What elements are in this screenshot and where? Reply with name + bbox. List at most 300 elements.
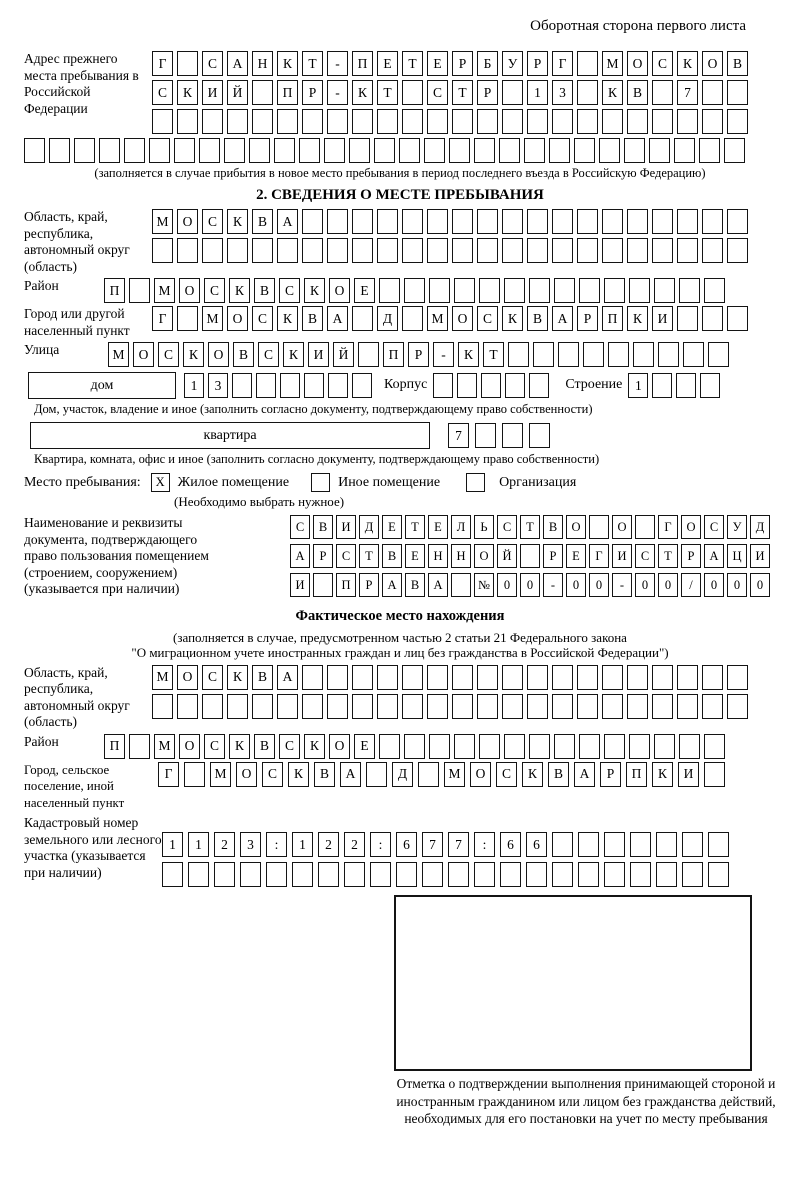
char-box xyxy=(377,238,398,263)
char-box xyxy=(424,138,445,163)
char-box xyxy=(578,862,599,887)
char-box xyxy=(658,342,679,367)
char-box xyxy=(579,734,600,759)
char-box xyxy=(452,209,473,234)
char-box: И xyxy=(308,342,329,367)
char-box: С xyxy=(204,278,225,303)
char-box xyxy=(627,694,648,719)
char-box: О xyxy=(177,209,198,234)
option-label-residential: Жилое помещение xyxy=(177,475,290,490)
actual-district-block xyxy=(24,734,776,759)
char-box xyxy=(635,515,655,539)
char-box-row xyxy=(108,342,729,367)
char-box: С xyxy=(204,734,225,759)
char-box: С xyxy=(258,342,279,367)
house-name-box: дом xyxy=(28,372,176,399)
char-box xyxy=(404,278,425,303)
char-box xyxy=(177,51,198,76)
char-box: Д xyxy=(392,762,413,787)
char-box xyxy=(654,278,675,303)
char-box xyxy=(604,278,625,303)
char-box xyxy=(452,238,473,263)
char-box xyxy=(676,373,696,398)
char-box: В xyxy=(543,515,563,539)
char-box xyxy=(129,734,150,759)
char-box: В xyxy=(727,51,748,76)
char-box xyxy=(724,138,745,163)
char-box: В xyxy=(233,342,254,367)
char-box xyxy=(324,138,345,163)
char-box xyxy=(479,278,500,303)
char-box: Г xyxy=(152,306,173,331)
char-box xyxy=(427,238,448,263)
char-box xyxy=(474,138,495,163)
char-box xyxy=(554,278,575,303)
char-box: Е xyxy=(566,544,586,568)
char-box-row xyxy=(433,373,549,398)
char-box: Р xyxy=(452,51,473,76)
char-box: С xyxy=(652,51,673,76)
char-box: Д xyxy=(377,306,398,331)
char-box: Й xyxy=(333,342,354,367)
char-box xyxy=(429,278,450,303)
city-label: Город или другой населенный пункт xyxy=(24,306,130,338)
char-box: А xyxy=(290,544,310,568)
char-box xyxy=(418,762,439,787)
char-box-row xyxy=(152,51,748,76)
char-box: М xyxy=(152,665,173,690)
char-box xyxy=(702,694,723,719)
char-box xyxy=(129,278,150,303)
char-box: У xyxy=(727,515,747,539)
char-box: С xyxy=(496,762,517,787)
char-box: - xyxy=(433,342,454,367)
char-box: П xyxy=(626,762,647,787)
char-box: Е xyxy=(377,51,398,76)
char-box xyxy=(683,342,704,367)
document-block xyxy=(24,515,776,598)
char-box xyxy=(602,109,623,134)
char-box xyxy=(552,694,573,719)
char-box xyxy=(74,138,95,163)
char-box xyxy=(574,138,595,163)
char-box xyxy=(377,694,398,719)
char-box xyxy=(292,862,313,887)
char-box xyxy=(449,138,470,163)
char-box: Н xyxy=(451,544,471,568)
char-box: 6 xyxy=(500,832,521,857)
char-box xyxy=(377,109,398,134)
char-box xyxy=(549,138,570,163)
char-box xyxy=(214,862,235,887)
char-box xyxy=(504,734,525,759)
stroenie-label: Строение xyxy=(565,377,623,393)
char-box: Е xyxy=(405,544,425,568)
char-box: К xyxy=(602,80,623,105)
char-box: В xyxy=(252,665,273,690)
char-box xyxy=(479,734,500,759)
char-box xyxy=(99,138,120,163)
char-box xyxy=(552,832,573,857)
char-box: И xyxy=(678,762,699,787)
char-box: М xyxy=(602,51,623,76)
char-box: Т xyxy=(658,544,678,568)
char-box: О xyxy=(566,515,586,539)
char-box: В xyxy=(313,515,333,539)
house-block xyxy=(24,372,776,399)
checkbox-other-premises xyxy=(311,473,330,492)
char-box xyxy=(527,665,548,690)
char-box xyxy=(366,762,387,787)
char-box: С xyxy=(202,209,223,234)
char-box xyxy=(427,109,448,134)
option-label-organization: Организация xyxy=(499,475,577,490)
char-box xyxy=(679,278,700,303)
char-box xyxy=(152,109,173,134)
char-box xyxy=(149,138,170,163)
char-box xyxy=(352,694,373,719)
char-box: С xyxy=(704,515,724,539)
char-box xyxy=(252,694,273,719)
char-box xyxy=(704,762,725,787)
char-box xyxy=(727,694,748,719)
char-box xyxy=(477,109,498,134)
char-box xyxy=(578,832,599,857)
char-box: В xyxy=(302,306,323,331)
char-box: - xyxy=(327,51,348,76)
char-box xyxy=(402,665,423,690)
char-box: Т xyxy=(359,544,379,568)
char-box: О xyxy=(612,515,632,539)
char-box xyxy=(502,665,523,690)
char-box: - xyxy=(327,80,348,105)
char-box: Л xyxy=(451,515,471,539)
char-box: К xyxy=(227,665,248,690)
char-box: 1 xyxy=(292,832,313,857)
char-box: Т xyxy=(405,515,425,539)
char-box: К xyxy=(277,306,298,331)
stay-type-note: (Необходимо выбрать нужное) xyxy=(174,494,345,509)
char-box: К xyxy=(227,209,248,234)
char-box: С xyxy=(202,665,223,690)
char-box: Г xyxy=(158,762,179,787)
char-box xyxy=(524,138,545,163)
char-box xyxy=(277,238,298,263)
char-box: О xyxy=(227,306,248,331)
char-box xyxy=(477,238,498,263)
char-box: В xyxy=(254,734,275,759)
option-label-other-premises: Иное помещение xyxy=(338,475,441,490)
char-box xyxy=(508,342,529,367)
char-box: П xyxy=(277,80,298,105)
char-box: Е xyxy=(382,515,402,539)
district-label: Район xyxy=(24,278,59,293)
char-box: Е xyxy=(428,515,448,539)
char-box xyxy=(677,306,698,331)
char-box xyxy=(702,109,723,134)
char-box xyxy=(529,734,550,759)
char-box: О xyxy=(177,665,198,690)
char-box xyxy=(702,80,723,105)
checkbox-organization xyxy=(466,473,485,492)
char-box xyxy=(504,278,525,303)
char-box xyxy=(433,373,453,398)
char-box xyxy=(552,238,573,263)
char-box: К xyxy=(352,80,373,105)
char-box xyxy=(677,694,698,719)
char-box: Р xyxy=(313,544,333,568)
char-box: К xyxy=(652,762,673,787)
char-box xyxy=(327,238,348,263)
char-box xyxy=(652,694,673,719)
char-box xyxy=(202,238,223,263)
char-box xyxy=(302,209,323,234)
char-box xyxy=(252,80,273,105)
char-box: : xyxy=(474,832,495,857)
char-box: 3 xyxy=(552,80,573,105)
char-box xyxy=(202,694,223,719)
char-box xyxy=(402,238,423,263)
apartment-block xyxy=(24,422,776,449)
char-box xyxy=(552,109,573,134)
char-box xyxy=(152,238,173,263)
char-box: А xyxy=(277,209,298,234)
char-box xyxy=(402,306,423,331)
char-box xyxy=(352,209,373,234)
char-box: 7 xyxy=(448,832,469,857)
char-box: К xyxy=(177,80,198,105)
char-box: 1 xyxy=(628,373,648,398)
char-box xyxy=(274,138,295,163)
char-box: К xyxy=(229,734,250,759)
char-box xyxy=(448,862,469,887)
char-box xyxy=(652,373,672,398)
char-box xyxy=(252,238,273,263)
char-box: Р xyxy=(681,544,701,568)
char-box xyxy=(608,342,629,367)
apartment-caption: Квартира, комната, офис и иное (заполнить согласно документу, подтверждающему право собственности) xyxy=(34,452,600,466)
char-box xyxy=(630,862,651,887)
char-box xyxy=(589,515,609,539)
char-box xyxy=(533,342,554,367)
char-box: В xyxy=(382,544,402,568)
char-box: Е xyxy=(427,51,448,76)
char-box: № xyxy=(474,573,494,597)
stay-type-row xyxy=(24,473,776,492)
char-box xyxy=(599,138,620,163)
char-box: В xyxy=(405,573,425,597)
char-box: О xyxy=(179,734,200,759)
char-box-row xyxy=(448,423,550,448)
char-box: - xyxy=(612,573,632,597)
char-box: И xyxy=(202,80,223,105)
char-box: С xyxy=(279,278,300,303)
char-box xyxy=(604,734,625,759)
char-box xyxy=(452,694,473,719)
char-box xyxy=(502,80,523,105)
char-box xyxy=(682,832,703,857)
actual-region-block xyxy=(24,665,776,731)
char-box-row xyxy=(290,544,770,568)
char-box-row xyxy=(158,762,725,787)
char-box xyxy=(402,80,423,105)
char-box xyxy=(630,832,651,857)
char-box: Р xyxy=(577,306,598,331)
char-box-row xyxy=(162,832,729,857)
char-box: П xyxy=(602,306,623,331)
char-box xyxy=(526,862,547,887)
actual-location-title: Фактическое место нахождения xyxy=(295,607,505,624)
char-box: А xyxy=(382,573,402,597)
char-box: Г xyxy=(152,51,173,76)
char-box xyxy=(402,209,423,234)
char-box xyxy=(654,734,675,759)
char-box: Б xyxy=(477,51,498,76)
header-note: Оборотная сторона первого листа xyxy=(530,18,746,34)
char-box xyxy=(558,342,579,367)
char-box: 0 xyxy=(727,573,747,597)
char-box: Т xyxy=(402,51,423,76)
char-box-row xyxy=(184,373,372,398)
char-box: О xyxy=(627,51,648,76)
char-box: О xyxy=(208,342,229,367)
actual-city-block xyxy=(24,762,776,812)
char-box xyxy=(577,51,598,76)
char-box xyxy=(583,342,604,367)
char-box xyxy=(677,209,698,234)
char-box xyxy=(427,694,448,719)
char-box: М xyxy=(210,762,231,787)
char-box xyxy=(302,665,323,690)
char-box xyxy=(577,80,598,105)
char-box xyxy=(429,734,450,759)
char-box: К xyxy=(304,278,325,303)
char-box xyxy=(699,138,720,163)
char-box-row xyxy=(104,278,725,303)
char-box xyxy=(370,862,391,887)
char-box: 0 xyxy=(589,573,609,597)
char-box xyxy=(327,209,348,234)
char-box: К xyxy=(183,342,204,367)
char-box xyxy=(502,109,523,134)
char-box xyxy=(328,373,348,398)
char-box xyxy=(727,306,748,331)
char-box: Т xyxy=(377,80,398,105)
char-box xyxy=(627,665,648,690)
char-box xyxy=(352,373,372,398)
char-box: Г xyxy=(589,544,609,568)
char-box xyxy=(727,80,748,105)
char-box xyxy=(174,138,195,163)
char-box xyxy=(302,238,323,263)
char-box xyxy=(318,862,339,887)
char-box xyxy=(677,665,698,690)
section2-title: 2. СВЕДЕНИЯ О МЕСТЕ ПРЕБЫВАНИЯ xyxy=(256,187,544,203)
char-box: М xyxy=(154,278,175,303)
char-box-row xyxy=(290,573,770,597)
char-box: 3 xyxy=(240,832,261,857)
district-block xyxy=(24,278,776,303)
char-box xyxy=(199,138,220,163)
char-box xyxy=(481,373,501,398)
char-box xyxy=(232,373,252,398)
char-box: А xyxy=(327,306,348,331)
char-box xyxy=(552,862,573,887)
char-box xyxy=(529,373,549,398)
char-box: / xyxy=(681,573,701,597)
char-box xyxy=(727,109,748,134)
char-box xyxy=(396,862,417,887)
char-box xyxy=(240,862,261,887)
char-box: К xyxy=(277,51,298,76)
char-box: 6 xyxy=(526,832,547,857)
char-box xyxy=(627,109,648,134)
char-box xyxy=(422,862,443,887)
char-box: О xyxy=(474,544,494,568)
char-box xyxy=(602,665,623,690)
char-box xyxy=(529,423,550,448)
char-box: К xyxy=(502,306,523,331)
char-box: П xyxy=(352,51,373,76)
char-box: Р xyxy=(527,51,548,76)
char-box-row xyxy=(104,734,725,759)
char-box: С xyxy=(497,515,517,539)
actual-location-caption-2: "О миграционном учете иностранных граждан и лиц без гражданства в Российской Федерации") xyxy=(131,644,669,660)
prev-address-label: Адрес прежнего места пребывания в Российской Федерации xyxy=(24,51,139,116)
char-box xyxy=(727,665,748,690)
char-box: В xyxy=(627,80,648,105)
char-box: 1 xyxy=(188,832,209,857)
actual-district-label: Район xyxy=(24,733,59,749)
char-box: 2 xyxy=(318,832,339,857)
char-box xyxy=(704,278,725,303)
char-box xyxy=(349,138,370,163)
char-box xyxy=(700,373,720,398)
char-box xyxy=(604,832,625,857)
char-box: 1 xyxy=(527,80,548,105)
char-box: Д xyxy=(750,515,770,539)
char-box: 2 xyxy=(214,832,235,857)
char-box xyxy=(500,862,521,887)
char-box xyxy=(302,694,323,719)
char-box xyxy=(604,862,625,887)
char-box xyxy=(352,665,373,690)
prev-address-overflow-row xyxy=(24,138,776,163)
region-label: Область, край, республика, автономный округ (область) xyxy=(24,209,130,274)
char-box: 0 xyxy=(566,573,586,597)
char-box xyxy=(177,109,198,134)
char-box xyxy=(344,862,365,887)
char-box: Р xyxy=(359,573,379,597)
street-label: Улица xyxy=(24,342,60,357)
char-box: - xyxy=(543,573,563,597)
stay-type-label: Место пребывания: xyxy=(24,475,141,490)
char-box xyxy=(399,138,420,163)
char-box: 3 xyxy=(208,373,228,398)
street-block xyxy=(24,342,776,367)
char-box xyxy=(702,209,723,234)
char-box xyxy=(527,694,548,719)
char-box: О xyxy=(470,762,491,787)
char-box xyxy=(452,109,473,134)
char-box xyxy=(404,734,425,759)
char-box xyxy=(377,665,398,690)
char-box: Н xyxy=(428,544,448,568)
char-box xyxy=(527,109,548,134)
char-box xyxy=(652,209,673,234)
char-box: М xyxy=(154,734,175,759)
char-box xyxy=(627,209,648,234)
